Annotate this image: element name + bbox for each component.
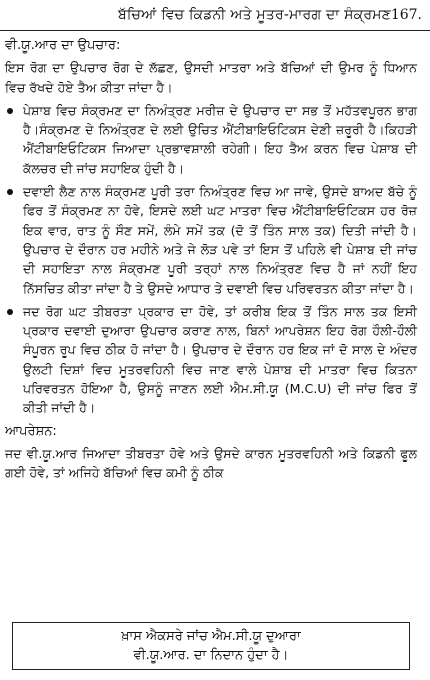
operation-heading: ਆਪਰੇਸ਼ਨ: xyxy=(5,423,57,439)
list-item-text: ਪੇਸ਼ਾਬ ਵਿਚ ਸੰਕ੍ਰਮਣ ਦਾ ਨਿਅੰਤ੍ਰਣ ਮਰੀਜ਼ ਦੇ ਉਪਚਾਰ ਦਾ ਸਭ ਤੋਂ ਮਹੱਤਵਪੂਰਨ ਭਾਗ ਹੈ।ਸੰਕ੍ਰਮਣ ਦੇ ਨਿਅੰਤ੍ਰਣ ਦੇ ਲਈ ਉਚਿਤ ਐਂਟੀਬਾਇਓਟਿਕਸ ਦੇਣੀ ਜ਼ਰੂਰੀ ਹੈ।ਕਿਹੜੀ ਐਂਟੀਬਾਇਓਟਿਕਸ ਜਿਆਦਾ ਪ੍ਰਭਾਵਸ਼ਾਲੀ ਰਹੇਗੀ। ਇਹ ਤੈਅ ਕਰਨ ਵਿਚ ਪੇਸ਼ਾਬ ਦੀ ਕੱਲਚਰ ਦੀ ਜਾਂਚ ਸਹਾਇਕ ਹੁੰਦੀ ਹੈ। xyxy=(23,102,417,176)
chapter-title: ਬੱਚਿਆਂ ਵਿਚ ਕਿਡਨੀ ਅਤੇ ਮੂਤਰ-ਮਾਰਗ ਦਾ ਸੰਕ੍ਰਮਣ xyxy=(118,7,391,23)
bullet-icon xyxy=(7,189,13,195)
bullet-icon xyxy=(7,309,13,315)
list-item xyxy=(5,182,417,298)
list-item-text: ਜਦ ਰੋਗ ਘਟ ਤੀਬਰਤਾ ਪ੍ਰਕਾਰ ਦਾ ਹੋਵੇ, ਤਾਂ ਕਰੀਬ ਇਕ ਤੋਂ ਤਿੰਨ ਸਾਲ ਤਕ ਇਸੀ ਪ੍ਰਕਾਰ ਦਵਾਈ ਦੁਆਰਾ ਉਪਚਾਰ ਕਰਾਣ ਨਾਲ, ਬਿਨਾਂ ਆਪਰੇਸ਼ਨ ਇਹ ਰੋਗ ਹੌਲੀ-ਹੌਲੀ ਸੰਪੂਰਨ ਰੂਪ ਵਿਚ ਠੀਕ ਹੋ ਜਾਂਦਾ ਹੈ। ਉਪਚਾਰ ਦੇ ਦੌਰਾਨ ਹਰ ਇਕ ਜਾਂ ਦੋ ਸਾਲ ਦੇ ਅੰਦਰ ਉਲਟੀ ਦਿਸ਼ਾਂ ਵਿਚ ਮੂਤਰਵਹਿਨੀ ਵਿਚ ਜਾਣ ਵਾਲੇ ਪੇਸ਼ਾਬ ਦੀ ਮਾਤਰਾ ਵਿਚ ਕਿਤਨਾ ਪਰਿਵਰਤਨ ਹੋਇਆ ਹੈ, ਉਸਨੂੰ ਜਾਣਨ ਲਈ ਐਮ.ਸੀ.ਯੂ (M.C.U) ਦੀ ਜਾਂਚ ਫਿਰ ਤੋਂ ਕੀਤੀ ਜਾਂਦੀ ਹੈ। xyxy=(23,303,417,416)
callout-line-1: ਖ਼ਾਸ ਐਕਸਰੇ ਜਾਂਚ ਐਮ.ਸੀ.ਯੂ ਦੁਆਰਾ xyxy=(121,629,301,644)
treatment-intro: ਇਸ ਰੋਗ ਦਾ ਉਪਚਾਰ ਰੋਗ ਦੇ ਲੱਛਣ, ਉਸਦੀ ਮਾਤਰਾ ਅਤੇ ਬੱਚਿਆਂ ਦੀ ਉਮਰ ਨੂੰ ਧਿਆਨ ਵਿਚ ਰੱਖਦੇ ਹੋਏ ਤੈਅ ਕੀਤਾ ਜਾਂਦਾ ਹੈ। xyxy=(5,60,417,95)
treatment-list xyxy=(5,101,417,418)
running-header xyxy=(0,4,430,31)
list-item-text: ਦਵਾਈ ਲੈਣ ਨਾਲ ਸੰਕ੍ਰਮਣ ਪੂਰੀ ਤਰਾ ਨਿਅੰਤ੍ਰਣ ਵਿਚ ਆ ਜਾਵੇ, ਉਸਦੇ ਬਾਅਦ ਬੱਚੇ ਨੂੰ ਫਿਰ ਤੋਂ ਸੰਕ੍ਰਮਣ ਨਾ ਹੋਵੇ, ਇਸਦੇ ਲਈ ਘਟ ਮਾਤਰਾ ਵਿਚ ਐਂਟੀਬਾਇਓਟਿਕਸ ਹਰ ਰੋਜ਼ ਇਕ ਵਾਰ, ਰਾਤ ਨੂੰ ਸੌਣ ਸਮੇਂ, ਲੰਮੇ ਸਮੇਂ ਤਕ (ਦੋ ਤੋਂ ਤਿੰਨ ਸਾਲ ਤਕ) ਦਿਤੀ ਜਾਂਦੀ ਹੈ। ਉਪਚਾਰ ਦੇ ਦੌਰਾਨ ਹਰ ਮਹੀਨੇ ਅਤੇ ਜੇ ਲੋੜ ਪਵੇ ਤਾਂ ਇਸ ਤੋਂ ਪਹਿਲੇ ਵੀ ਪੇਸ਼ਾਬ ਦੀ ਜਾਂਚ ਦੀ ਸਹਾਇਤਾ ਨਾਲ ਸੰਕ੍ਰਮਣ ਪੂਰੀ ਤਰ੍ਹਾਂ ਨਾਲ ਨਿਅੰਤ੍ਰਣ ਵਿਚ ਹੈ ਜਾਂ ਨਹੀਂ ਇਹ ਨਿੱਸਚਿਤ ਕੀਤਾ ਜਾਂਦਾ ਹੈ ਤੇ ਉਸਦੇ ਆਧਾਰ ਤੇ ਦਵਾਈ ਵਿਚ ਪਰਿਵਰਤਨ ਕੀਤਾ ਜਾਂਦਾ ਹੈ। xyxy=(23,184,417,296)
page-body xyxy=(5,36,417,487)
operation-text: ਜਦ ਵੀ.ਯੂ.ਆਰ ਜਿਆਦਾ ਤੀਬਰਤਾ ਹੋਵੇ ਅਤੇ ਉਸਦੇ ਕਾਰਨ ਮੂਤਰਵਹਿਨੀ ਅਤੇ ਕਿਡਨੀ ਫੂਲ ਗਈ ਹੋਵੇ, ਤਾਂ ਅਜਿਹੇ ਬੱਚਿਆਂ ਵਿਚ ਕਮੀ ਨੂੰ ਠੀਕ xyxy=(5,445,417,481)
callout-line-2: ਵੀ.ਯੂ.ਆਰ. ਦਾ ਨਿਦਾਨ ਹੁੰਦਾ ਹੈ। xyxy=(133,648,289,663)
treatment-heading: ਵੀ.ਯੂ.ਆਰ ਦਾ ਉਪਚਾਰ: xyxy=(5,38,121,53)
list-item xyxy=(5,302,417,418)
callout-box xyxy=(12,622,410,670)
page-number: 167. xyxy=(390,7,422,23)
bullet-icon xyxy=(7,108,13,114)
list-item xyxy=(5,101,417,178)
